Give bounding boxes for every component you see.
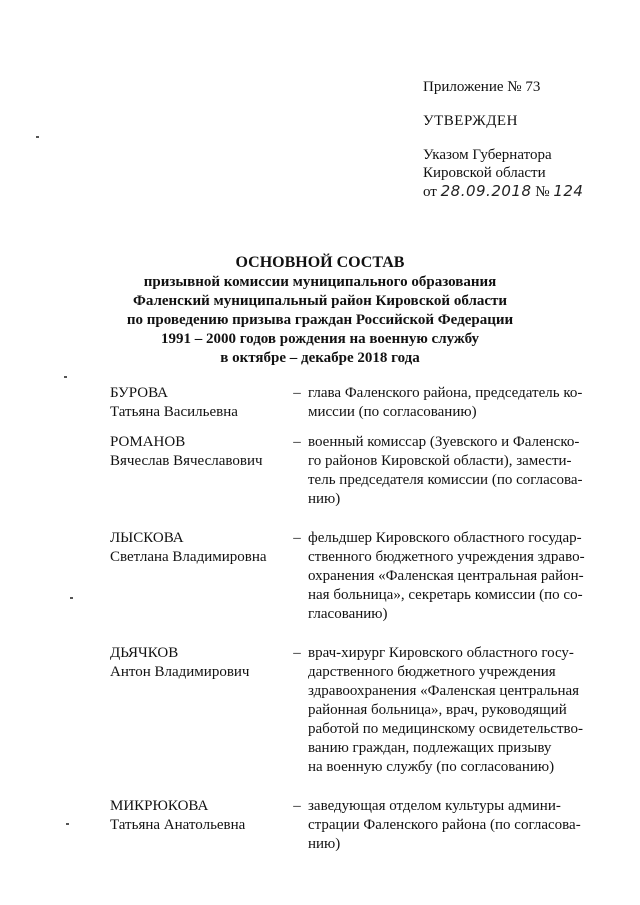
member-given-name: Татьяна Анатольевна [110,817,246,833]
member-row [110,529,590,624]
member-role: глава Фаленского района, председатель ко- миссии (по согласованию) [308,385,583,420]
title-line: Фаленский муниципальный район Кировской области [132,293,508,309]
approved-label: УТВЕРЖДЕН [423,113,518,129]
member-given-name: Антон Владимирович [110,664,250,680]
member-role: врач-хирург Кировского областного госу- дарственного бюджетного учреждения здравоохранения «Фаленская центральная районная больница», врач, руководящий работой по медицинскому освидетельство- ванию граждан, подлежащих призыву на военную службу (по согласованию) [308,645,583,775]
member-name [110,644,286,777]
member-role: военный комиссар (Зуевского и Фаленско- го районов Кировской области), замести- тель председателя комиссии (по согласова- нию) [308,434,583,507]
date-prefix: от [423,184,437,200]
title-line: по проведению призыва граждан Российской Федерации [126,312,514,328]
member-row [110,644,590,777]
member-surname: ДЬЯЧКОВ [110,645,179,661]
scan-speck [36,136,39,138]
member-surname: МИКРЮКОВА [110,798,209,814]
member-name [110,384,286,422]
handwritten-date: 28.09.2018 [440,182,532,200]
dash-separator: – [293,530,301,546]
decree-line-1: Указом Губернатора [423,147,552,163]
commission-member-list [110,384,590,854]
decree-date-line [423,182,583,201]
decree-line-2: Кировской области [423,165,546,181]
appendix-number: Приложение № 73 [423,79,541,95]
scan-speck [66,823,69,825]
member-role: фельдшер Кировского областного государ- ственного бюджетного учреждения здраво- охранения «Фаленская центральная район- ная больница», секретарь комиссии (по со- гласованию) [308,530,585,622]
scan-speck [64,376,67,378]
number-prefix: № [535,184,550,200]
member-row [110,797,590,854]
member-given-name: Вячеслав Вячеславович [110,453,263,469]
member-name [110,797,286,854]
approval-stamp-block [423,78,583,201]
member-surname: РОМАНОВ [110,434,186,450]
member-given-name: Татьяна Васильевна [110,404,238,420]
member-row [110,384,590,422]
member-role: заведующая отделом культуры админи- страции Фаленского района (по согласова- нию) [308,798,581,852]
document-title [100,253,540,368]
dash-separator: – [293,798,301,814]
dash-separator: – [293,434,301,450]
main-title: ОСНОВНОЙ СОСТАВ [235,254,405,271]
member-surname: БУРОВА [110,385,168,401]
member-given-name: Светлана Владимировна [110,549,267,565]
dash-separator: – [293,385,301,401]
member-name [110,529,286,624]
member-row [110,433,590,509]
handwritten-number: 124 [553,182,584,200]
title-line: 1991 – 2000 годов рождения на военную службу [160,331,480,347]
member-name [110,433,286,509]
dash-separator: – [293,645,301,661]
title-line: в октябре – декабре 2018 года [220,350,420,366]
scan-speck [70,597,73,599]
title-line: призывной комиссии муниципального образования [143,274,497,290]
member-surname: ЛЫСКОВА [110,530,184,546]
